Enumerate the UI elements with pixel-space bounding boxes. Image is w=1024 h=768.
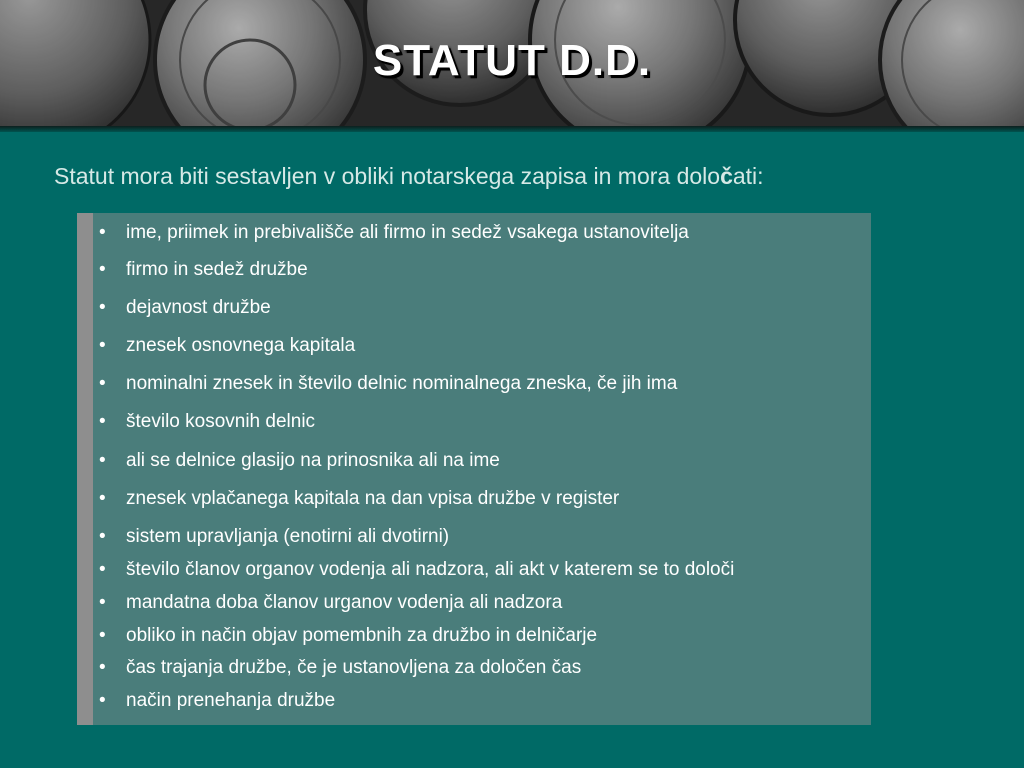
- list-item-text: nominalni znesek in število delnic nominalnega zneska, če jih ima: [126, 373, 678, 394]
- bullet-icon: •: [99, 690, 106, 711]
- intro-text: [54, 163, 764, 190]
- bullet-icon: •: [99, 335, 106, 356]
- list-item-text: način prenehanja družbe: [126, 690, 336, 711]
- list-item-text: število članov organov vodenja ali nadzora, ali akt v katerem se to določi: [126, 559, 735, 580]
- list-item-text: znesek vplačanega kapitala na dan vpisa družbe v register: [126, 488, 620, 509]
- intro-text-part: Statut mora biti sestavljen v obliki notarskega zapisa in mora dolo: [54, 163, 721, 189]
- intro-text-bold: č: [720, 163, 733, 189]
- list-item-text: znesek osnovnega kapitala: [126, 335, 356, 356]
- list-item-text: ali se delnice glasijo na prinosnika ali na ime: [126, 450, 500, 471]
- list-item-text: čas trajanja družbe, če je ustanovljena za določen čas: [126, 657, 582, 678]
- list-item-text: dejavnost družbe: [126, 297, 271, 318]
- bullet-icon: •: [99, 411, 106, 432]
- list-item-text: sistem upravljanja (enotirni ali dvotirni): [126, 526, 450, 547]
- bullet-icon: •: [99, 488, 106, 509]
- bullet-icon: •: [99, 559, 106, 580]
- list-item-text: obliko in način objav pomembnih za družbo in delničarje: [126, 625, 598, 646]
- bullet-icon: •: [99, 450, 106, 471]
- content-box: [77, 213, 871, 725]
- list-item-text: mandatna doba članov urganov vodenja ali nadzora: [126, 592, 563, 613]
- bullet-icon: •: [99, 297, 106, 318]
- bullet-icon: •: [99, 222, 106, 243]
- list-item-text: ime, priimek in prebivališče ali firmo in sedež vsakega ustanovitelja: [126, 222, 689, 243]
- bullet-icon: •: [99, 373, 106, 394]
- bullet-icon: •: [99, 625, 106, 646]
- intro-text-end: ati:: [732, 163, 764, 189]
- list-item-text: število kosovnih delnic: [126, 411, 316, 432]
- box-accent-bar: [77, 213, 93, 725]
- slide-title: STATUT D.D.: [372, 36, 652, 85]
- list-item-text: firmo in sedež družbe: [126, 259, 308, 280]
- bullet-icon: •: [99, 526, 106, 547]
- bullet-icon: •: [99, 592, 106, 613]
- header-divider: [0, 126, 1024, 132]
- bullet-icon: •: [99, 259, 106, 280]
- bullet-icon: •: [99, 657, 106, 678]
